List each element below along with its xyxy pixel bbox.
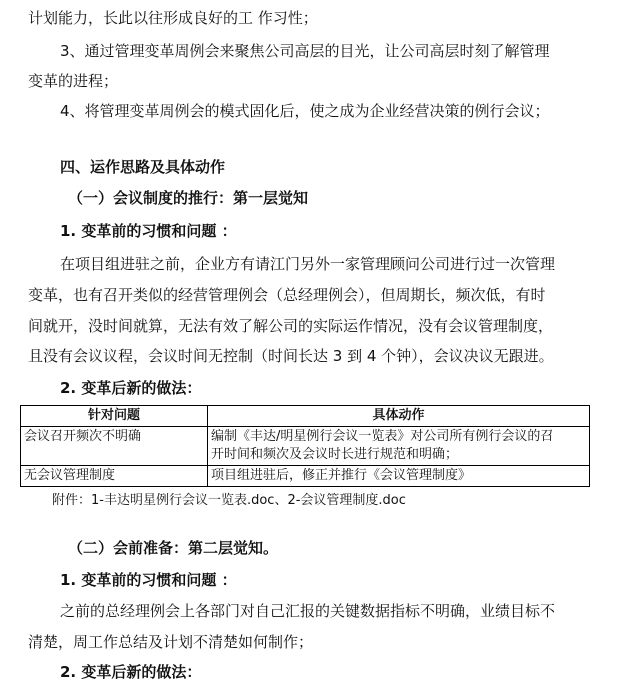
- action-cell: 项目组进驻后，修正并推行《会议管理制度》: [208, 466, 590, 487]
- header-action: 具体动作: [208, 406, 590, 427]
- table-header-row: [21, 406, 590, 427]
- text-line: 且没有会议议程，会议时间无控制（时间长达 3 到 4 个钟），会议决议无跟进。: [28, 347, 554, 365]
- text-line: 4、将管理变革周例会的模式固化后，使之成为企业经营决策的例行会议；: [60, 102, 550, 120]
- text-line: 之前的总经理例会上各部门对自己汇报的关键数据指标不明确，业绩目标不: [60, 602, 556, 620]
- section-heading: 四、运作思路及具体动作: [60, 158, 226, 176]
- header-issue: 针对问题: [21, 406, 208, 427]
- action-line: 编制《丰达/明星例行会议一览表》对公司所有例行会议的召: [211, 429, 554, 444]
- text-line: 3、通过管理变革周例会来聚焦公司高层的目光，让公司高层时刻了解管理: [60, 42, 550, 60]
- item-heading: 2. 变革后新的做法：: [60, 663, 202, 681]
- action-line: 开时间和频次及会议时长进行规范和明确；: [211, 447, 459, 462]
- attachment-note: 附件：1-丰达明星例行会议一览表.doc、2-会议管理制度.doc: [52, 493, 406, 508]
- text-line: 变革，也有召开类似的经营管理例会（总经理例会），但周期长，频次低，有时: [28, 286, 546, 304]
- text-line: 清楚，周工作总结及计划不清楚如何制作；: [28, 633, 314, 651]
- text-line: 在项目组进驻之前，企业方有请江门另外一家管理顾问公司进行过一次管理: [60, 255, 556, 273]
- issue-cell: 无会议管理制度: [21, 466, 208, 487]
- text-line: 间就开，没时间就算，无法有效了解公司的实际运作情况，没有会议管理制度，: [28, 317, 554, 335]
- item-heading: 2. 变革后新的做法：: [60, 379, 202, 397]
- item-heading: 1. 变革前的习惯和问题 ：: [60, 222, 237, 240]
- item-heading: 1. 变革前的习惯和问题 ：: [60, 571, 237, 589]
- text-line: 变革的进程；: [28, 72, 119, 90]
- practice-table: [20, 405, 590, 487]
- subsection-heading: （一）会议制度的推行：第一层觉知: [68, 189, 309, 207]
- table-row: [21, 427, 590, 466]
- issue-cell: 会议召开频次不明确: [21, 427, 208, 466]
- table-row: [21, 466, 590, 487]
- action-cell: [208, 427, 590, 466]
- subsection-heading: （二）会前准备：第二层觉知。: [68, 539, 279, 557]
- text-line: 计划能力，长此以往形成良好的工 作习性；: [28, 9, 318, 27]
